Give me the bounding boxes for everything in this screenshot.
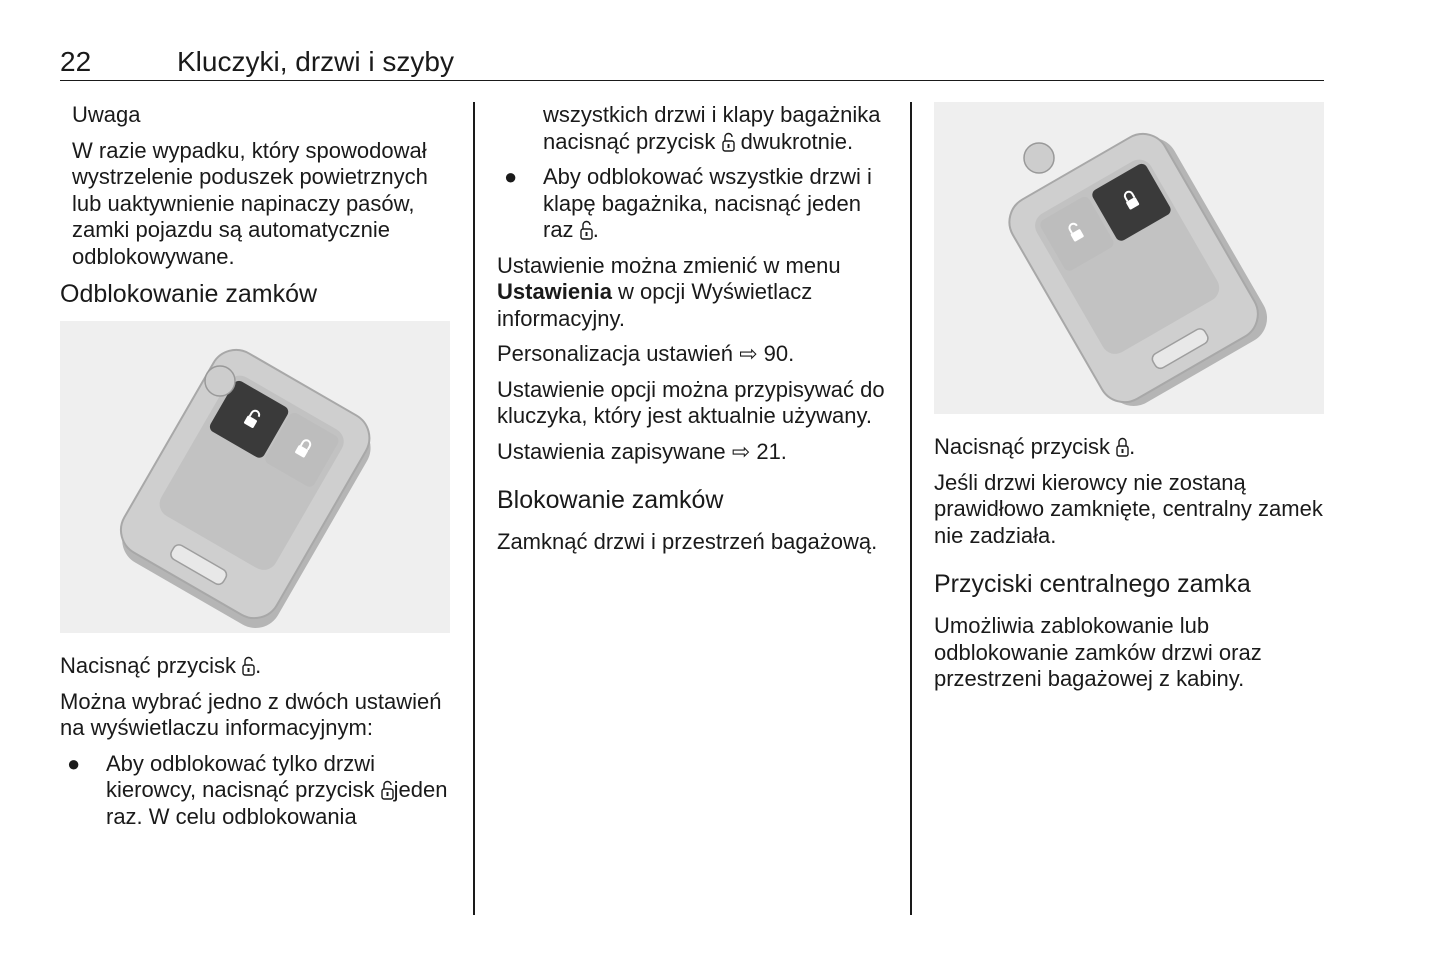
unlock-options-list xyxy=(497,164,897,244)
press-instruction: Nacisnąć przycisk . xyxy=(60,653,262,678)
list-item: ● Aby odblokować tylko drzwi kierowcy, nacisnąć przycisk jeden raz. W celu odblokowania xyxy=(67,750,448,829)
settings-choice-text: Można wybrać jedno z dwóch ustawień na wyświetlaczu informacyjnym: xyxy=(60,688,442,740)
driver-door-text: Jeśli drzwi kierowcy nie zostaną prawidłowo zamknięte, centralny zamek nie zadziała. xyxy=(934,469,1323,548)
lock-icon xyxy=(1116,436,1129,458)
page-number: 22 xyxy=(60,46,92,77)
unlock-icon xyxy=(242,655,255,677)
continued-text: wszystkich drzwi i klapy bagażnika nacisnąć przycisk dwukrotnie. xyxy=(543,102,881,154)
column-1 xyxy=(60,102,455,839)
unlock-icon xyxy=(381,779,394,801)
column-divider xyxy=(473,102,475,915)
central-lock-description: Umożliwia zablokowanie lub odblokowanie zamków drzwi oraz przestrzeni bagażowej z kabiny. xyxy=(934,613,1262,691)
section-heading-lock: Blokowanie zamków xyxy=(497,486,724,514)
key-fob-unlock-figure xyxy=(60,321,450,633)
column-3 xyxy=(934,102,1329,702)
note-text: W razie wypadku, który spowodował wystrzelenie poduszek powietrznych lub uaktywnienie napinaczy pasów, zamki pojazdu są automatycznie odblokowywane. xyxy=(72,137,428,269)
note-title: Uwaga xyxy=(72,102,141,127)
key-release-button xyxy=(205,366,235,396)
bullet: ● xyxy=(67,750,81,776)
unlock-icon xyxy=(722,131,735,153)
section-heading-central-lock: Przyciski centralnego zamka xyxy=(934,570,1251,598)
column-2 xyxy=(497,102,897,565)
settings-menu-text: Ustawienie można zmienić w menu Ustawienia w opcji Wyświetlacz informacyjny. xyxy=(497,252,841,331)
warning-note xyxy=(60,102,455,270)
key-release-button xyxy=(1024,143,1054,173)
menu-name: Ustawienia xyxy=(497,279,612,304)
column-divider xyxy=(910,102,912,915)
page-title: Kluczyki, drzwi i szyby xyxy=(177,46,454,77)
key-fob-lock-figure xyxy=(934,102,1324,414)
assign-text: Ustawienie opcji można przypisywać do kluczyka, który jest aktualnie używany. xyxy=(497,376,885,428)
cross-reference: Personalizacja ustawień ⇨ 90. xyxy=(497,341,795,366)
cross-reference: Ustawienia zapisywane ⇨ 21. xyxy=(497,438,787,464)
list-item: ● Aby odblokować wszystkie drzwi i klapę bagażnika, nacisnąć jeden raz . xyxy=(504,164,872,242)
section-heading-unlock: Odblokowanie zamków xyxy=(60,280,318,308)
press-instruction: Nacisnąć przycisk . xyxy=(934,434,1136,459)
close-instruction: Zamknąć drzwi i przestrzeń bagażową. xyxy=(497,529,878,554)
unlock-icon xyxy=(580,219,593,241)
page-header xyxy=(60,44,1324,81)
unlock-options-list xyxy=(60,751,455,831)
bullet: ● xyxy=(504,164,518,189)
